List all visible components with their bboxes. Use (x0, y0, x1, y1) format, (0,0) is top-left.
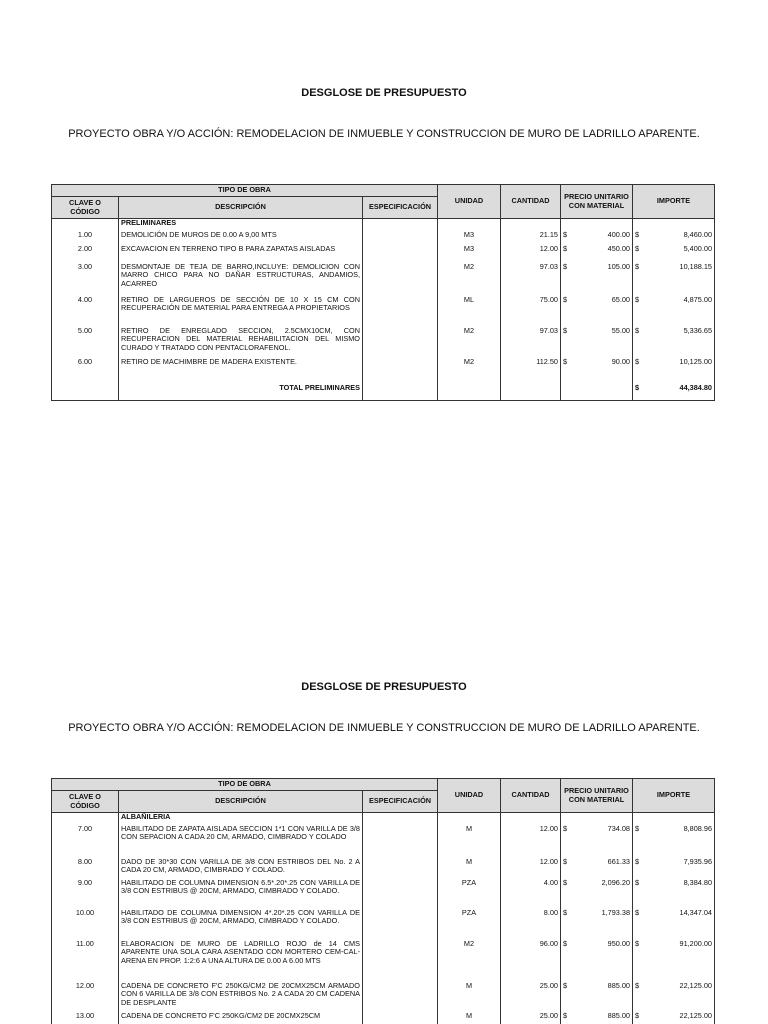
table-row: 12.00 CADENA DE CONCRETO F'C 250KG/CM2 DE 20CMX25CM ARMADO CON 6 VARILLA DE 3/8 CON ESTRIBOS No. 2 A CADA 20 CM CADENA DE DESPLANTE M 25.00 $ 885.00 $ 22,125.00 (52, 982, 715, 1012)
header-importe: IMPORTE (633, 779, 715, 813)
table-row: 5.00 RETIRO DE ENREGLADO SECCION, 2.5CMX10CM, CON RECUPERACION DEL MATERIAL REHABILITACION DEL MISMO CURADO Y TRATADO CON PENTACLORAFENOL. M2 97.03 $ 55.00 $ 5,336.65 (52, 327, 715, 358)
header-unidad: UNIDAD (438, 185, 501, 219)
page-1-title: DESGLOSE DE PRESUPUESTO (301, 87, 467, 99)
table-row: 8.00 DADO DE 30*30 CON VARILLA DE 3/8 CON ESTRIBOS DEL No. 2 A CADA 20 CM, ARMADO, CIMBRADO Y COLADO. M 12.00 $ 661.33 $ 7,935.96 (52, 858, 715, 879)
header-cantidad: CANTIDAD (501, 779, 561, 813)
header-especificacion: ESPECIFICACIÓN (363, 791, 438, 813)
table-row: 3.00 DESMONTAJE DE TEJA DE BARRO,INCLUYE: DEMOLICION CON MARRO CHICO PARA NO DAÑAR ESTRUCTURAS, ANDAMIOS, ACARREO M2 97.03 $ 105.00 $ 10,188.15 (52, 263, 715, 296)
header-clave: CLAVE O CÓDIGO (52, 197, 119, 219)
header-tipo-obra: TIPO DE OBRA (52, 185, 438, 197)
header-importe: IMPORTE (633, 185, 715, 219)
table-row: 1.00 DEMOLICIÓN DE MUROS DE 0.00 A 9,00 MTS M3 21.15 $ 400.00 $ 8,460.00 (52, 231, 715, 245)
budget-table-2 (51, 778, 715, 1024)
table-row: 13.00 CADENA DE CONCRETO F'C 250KG/CM2 DE 20CMX25CM M 25.00 $ 885.00 $ 22,125.00 (52, 1012, 715, 1024)
header-tipo-obra: TIPO DE OBRA (52, 779, 438, 791)
header-descripcion: DESCRIPCIÓN (119, 197, 363, 219)
page-2-project-line: PROYECTO OBRA Y/O ACCIÓN: REMODELACION DE INMUEBLE Y CONSTRUCCION DE MURO DE LADRILLO APARENTE. (68, 722, 700, 734)
table-row: 11.00 ELABORACION DE MURO DE LADRILLO ROJO de 14 CMS APARENTE UNA SOLA CARA ASENTADO CON MORTERO CEM-CAL-ARENA EN PROP. 1:2:6 A UNA ALTURA DE 0.00 A 6.00 MTS M2 96.00 $ 950.00 $ 91,200.00 (52, 940, 715, 982)
table-row: 9.00 HABILITADO DE COLUMNA DIMENSION 6.5*.20*.25 CON VARILLA DE 3/8 CON ESTRIBUS @ 20CM, ARMADO, CIMBRADO Y COLADO. PZA 4.00 $ 2,096.20 $ 8,384.80 (52, 879, 715, 909)
header-precio: PRECIO UNITARIO CON MATERIAL (561, 185, 633, 219)
total-row (52, 384, 715, 401)
page-2-title: DESGLOSE DE PRESUPUESTO (301, 681, 467, 693)
section-title: ALBAÑILERIA (119, 813, 363, 825)
budget-table-1 (51, 184, 715, 401)
table-row: 10.00 HABILITADO DE COLUMNA DIMENSION 4*.20*.25 CON VARILLA DE 3/8 CON ESTRIBUS @ 20CM, ARMADO, CIMBRADO Y COLADO. PZA 8.00 $ 1,793.38 $ 14,347.04 (52, 909, 715, 940)
table-row: 6.00 RETIRO DE MACHIMBRE DE MADERA EXISTENTE. M2 112.50 $ 90.00 $ 10,125.00 (52, 358, 715, 384)
table-row: 7.00 HABILITADO DE ZAPATA AISLADA SECCION 1*1 CON VARILLA DE 3/8 CON SEPACION A CADA 20 CM, ARMADO, CIMBRADO Y COLADO M 12.00 $ 734.08 $ 8,808.96 (52, 825, 715, 858)
header-clave: CLAVE O CÓDIGO (52, 791, 119, 813)
section-title: PRELIMINARES (119, 219, 363, 231)
table-row: 2.00 EXCAVACION EN TERRENO TIPO B PARA ZAPATAS AISLADAS M3 12.00 $ 450.00 $ 5,400.00 (52, 245, 715, 263)
page-1-project-line: PROYECTO OBRA Y/O ACCIÓN: REMODELACION DE INMUEBLE Y CONSTRUCCION DE MURO DE LADRILLO APARENTE. (68, 128, 700, 140)
total-label: TOTAL PRELIMINARES (119, 384, 363, 401)
header-descripcion: DESCRIPCIÓN (119, 791, 363, 813)
header-unidad: UNIDAD (438, 779, 501, 813)
header-precio: PRECIO UNITARIO CON MATERIAL (561, 779, 633, 813)
header-cantidad: CANTIDAD (501, 185, 561, 219)
table-row: 4.00 RETIRO DE LARGUEROS DE SECCIÓN DE 10 X 15 CM CON RECUPERACIÓN DE MATERIAL PARA ENTREGA A PROPIETARIOS ML 75.00 $ 65.00 $ 4,875.00 (52, 296, 715, 327)
header-especificacion: ESPECIFICACIÓN (363, 197, 438, 219)
total-amount: $ 44,384.80 (633, 384, 715, 401)
